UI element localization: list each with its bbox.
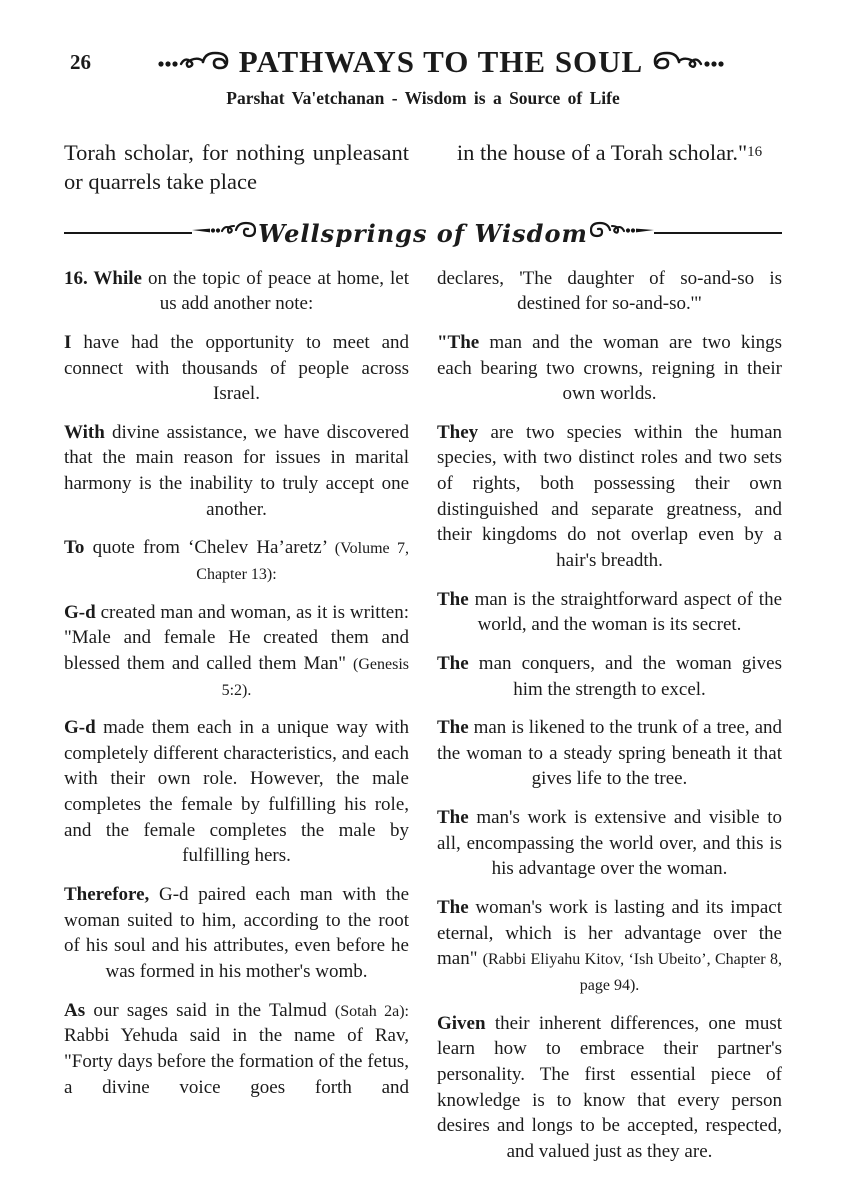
paragraph-lead: I (64, 331, 72, 353)
paragraph-lead: They (437, 421, 479, 443)
footnotes-right-column (437, 266, 782, 1178)
paragraph-lead: 16. While (64, 267, 142, 289)
paragraph-text: man's work is extensive and visible to all, encompassing the world over, and this is his advantage over the woman. (437, 807, 782, 880)
paragraph-text: G-d paired each man with the woman suited to him, according to the root of his soul and his attributes, even before he was formed in his mother's womb. (64, 884, 409, 982)
paragraph-text: quote from ‘Chelev Ha’aretz’ (92, 537, 327, 559)
footnote-paragraph (437, 587, 782, 638)
divider-rule-left (64, 232, 192, 234)
footnote-paragraph (437, 651, 782, 702)
footnote-paragraph (64, 882, 409, 985)
paragraph-text: have had the opportunity to meet and connect with thousands of people across Israel. (64, 331, 410, 405)
paragraph-lead: To (64, 537, 85, 559)
divider-ornament-left-icon (192, 220, 256, 247)
footnote-paragraph (64, 535, 409, 586)
paragraph-lead: The (437, 897, 469, 919)
paragraph-note: (Volume 7, Chapter 13): (196, 540, 410, 583)
section-divider (64, 219, 782, 248)
footnote-ref: 16 (747, 144, 763, 160)
paragraph-lead: The (437, 652, 469, 674)
paragraph-text: Rabbi Yehuda said in the name of Rav, "Forty days before the formation of the fetus, a divine voice goes forth and (64, 1025, 409, 1098)
footnote-paragraph (437, 895, 782, 998)
paragraph-lead: The (437, 807, 469, 829)
paragraph-note: (Sotah 2a): (334, 1002, 410, 1020)
divider-title: Wellsprings of Wisdom (258, 218, 588, 248)
paragraph-lead: G-d (64, 717, 96, 739)
paragraph-text: declares, 'The daughter of so-and-so is destined for so-and-so.'" (437, 267, 782, 315)
footnote-paragraph (437, 330, 782, 407)
paragraph-lead: The (437, 588, 469, 610)
divider-rule-right (654, 232, 782, 234)
intro-continuation (64, 139, 782, 197)
footnotes-left-column (64, 266, 409, 1178)
paragraph-text: are two species within the human species, with two distinct roles and two sets of rights, both possessing their own distinguished and separate greatness, and their kingdoms do not overlap even by a hair's breadth. (437, 421, 782, 571)
paragraph-text: man is likened to the trunk of a tree, and the woman to a steady spring beneath it that gives life to the tree. (437, 717, 783, 790)
paragraph-text: on the topic of peace at home, let us add another note: (148, 267, 409, 315)
paragraph-text: created man and woman, as it is written: "Male and female He created them and blessed them and called them Man" (64, 601, 409, 674)
footnote-paragraph (64, 998, 409, 1101)
footnote-paragraph (437, 1011, 782, 1165)
paragraph-lead: With (64, 421, 105, 443)
paragraph-text: divine assistance, we have discovered that the main reason for issues in marital harmony is the inability to truly accept one another. (64, 421, 409, 520)
page-number: 26 (70, 50, 91, 74)
paragraph-text: man conquers, and the woman gives him the strength to excel. (478, 652, 783, 700)
page-header (0, 44, 846, 80)
paragraph-text: woman's work is lasting and its impact eternal, which is her advantage over the man" (437, 897, 782, 970)
paragraph-text: made them each in a unique way with completely different characteristics, and each with their own role. However, the male completes the female by fulfilling his role, and the female completes the male by fulfilling hers. (64, 717, 410, 867)
paragraph-lead: Therefore, (64, 884, 150, 906)
footnote-columns (64, 266, 782, 1178)
paragraph-text: man and the woman are two kings each bearing two crowns, reigning in their own worlds. (437, 331, 783, 405)
title-flourish-left-icon (157, 47, 235, 78)
paragraph-lead: "The (437, 331, 480, 353)
footnote-paragraph (437, 715, 782, 792)
book-title: PATHWAYS TO THE SOUL (238, 44, 644, 79)
paragraph-lead: As (64, 999, 86, 1021)
paragraph-note: (Genesis 5:2). (221, 655, 409, 699)
paragraph-text: our sages said in the Talmud (93, 999, 327, 1021)
footnote-paragraph (64, 600, 409, 703)
title-flourish-right-icon (647, 47, 725, 78)
footnote-paragraph (437, 266, 782, 317)
intro-right-text (437, 139, 782, 197)
intro-left-text: Torah scholar, for nothing unpleasant or quarrels take place (64, 140, 409, 194)
paragraph-lead: Given (437, 1012, 486, 1034)
paragraph-lead: The (437, 717, 469, 739)
footnote-paragraph (437, 420, 782, 574)
footnote-paragraph (64, 420, 409, 523)
paragraph-text: their inherent differences, one must learn how to embrace their partner's personality. The first essential piece of knowledge is to know that every person desires and longs to be accepted, respected, and valued just as they are. (437, 1012, 783, 1162)
paragraph-lead: G-d (64, 601, 96, 623)
footnote-paragraph (64, 715, 409, 869)
intro-right-sentence: in the house of a Torah scholar." (456, 140, 748, 165)
page-subtitle: Parshat Va'etchanan - Wisdom is a Source of Life (226, 88, 620, 108)
footnote-paragraph (64, 330, 409, 407)
paragraph-note: (Rabbi Eliyahu Kitov, ‘Ish Ubeito’, Chapter 8, page 94). (482, 951, 783, 994)
paragraph-text: man is the straightforward aspect of the world, and the woman is its secret. (474, 588, 783, 636)
divider-ornament-right-icon (590, 220, 654, 247)
footnote-paragraph (64, 266, 409, 317)
footnote-paragraph (437, 805, 782, 882)
